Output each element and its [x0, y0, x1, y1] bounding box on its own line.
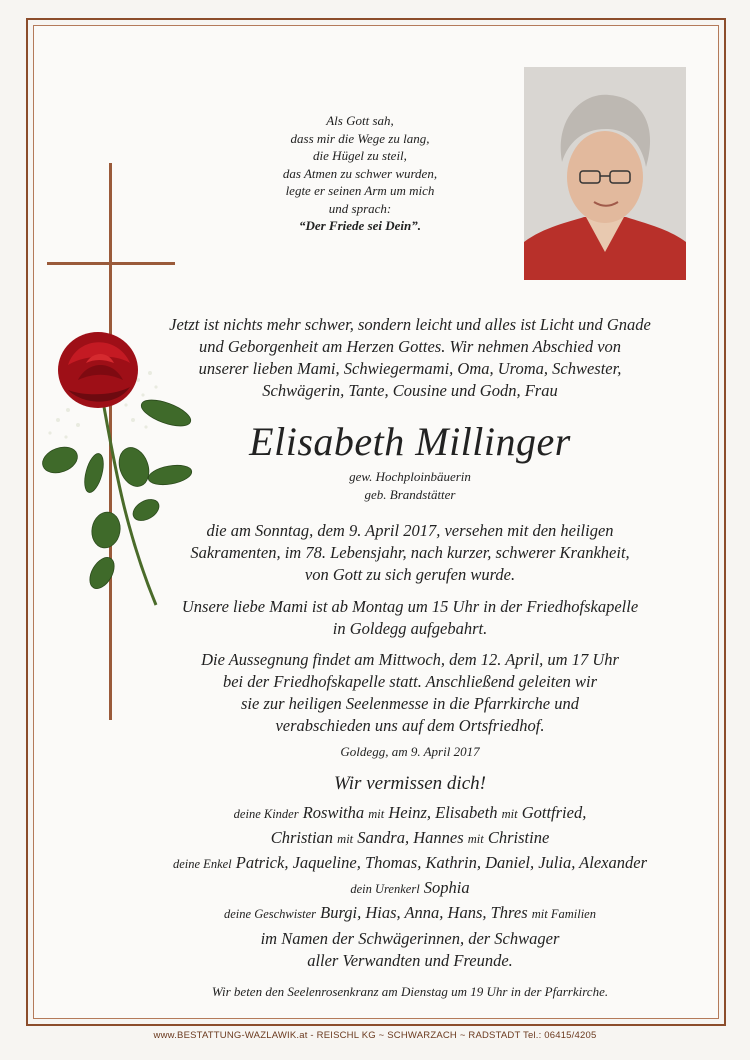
- death-notice: [110, 520, 710, 586]
- deceased-subtitle-1: gew. Hochploinbäuerin: [349, 469, 471, 484]
- partner-name: Christine: [487, 828, 550, 847]
- poem-line: die Hügel zu steil,: [313, 148, 407, 163]
- partner-name: Gottfried,: [521, 803, 587, 822]
- intro-line: unserer lieben Mami, Schwiegermami, Oma, Uroma, Schwester,: [198, 359, 622, 378]
- great-grandchild-line: [110, 876, 710, 901]
- intro-text: [110, 314, 710, 402]
- poem-line: das Atmen zu schwer wurden,: [282, 165, 438, 181]
- siblings-label: deine Geschwister: [224, 907, 316, 921]
- children-label: deine Kinder: [233, 807, 299, 821]
- intro-line: und Geborgenheit am Herzen Gottes. Wir nehmen Abschied von: [198, 337, 622, 356]
- children-line-1: [110, 801, 710, 826]
- family-list: [110, 801, 710, 926]
- children-line-2: [110, 826, 710, 851]
- siblings-names: Burgi, Hias, Anna, Hans, Thres: [320, 903, 528, 922]
- poem-line: dass mir die Wege zu lang,: [290, 130, 430, 146]
- death-line: Sakramenten, im 78. Lebensjahr, nach kurzer, schwerer Krankheit,: [190, 543, 630, 562]
- child-name: Roswitha: [302, 803, 365, 822]
- siblings-line: [110, 901, 710, 926]
- siblings-suffix: mit Familien: [531, 907, 596, 921]
- names-of-line: aller Verwandten und Freunde.: [307, 951, 513, 970]
- child-name: Elisabeth: [435, 803, 498, 822]
- viewing-line: in Goldegg aufgebahrt.: [332, 619, 488, 638]
- grandchildren-names: Patrick, Jaqueline, Thomas, Kathrin, Daniel, Julia, Alexander: [235, 853, 647, 872]
- viewing-line: Unsere liebe Mami ist ab Montag um 15 Uhr in der Friedhofskapelle: [181, 597, 639, 616]
- service-line: bei der Friedhofskapelle statt. Anschließend geleiten wir: [222, 672, 598, 691]
- service-notice: [110, 649, 710, 737]
- rosary-notice: Wir beten den Seelenrosenkranz am Dienstag um 19 Uhr in der Pfarrkirche.: [211, 984, 609, 999]
- portrait-image: [524, 67, 686, 280]
- place-date: Goldegg, am 9. April 2017: [340, 744, 480, 759]
- deceased-subtitle-2: geb. Brandstätter: [364, 487, 456, 502]
- portrait-photo: [524, 67, 686, 280]
- poem-closing: “Der Friede sei Dein”.: [298, 218, 422, 233]
- intro-line: Jetzt ist nichts mehr schwer, sondern leicht und alles ist Licht und Gnade: [169, 315, 651, 334]
- viewing-notice: [110, 596, 710, 640]
- service-line: sie zur heiligen Seelenmesse in die Pfarrkirche und: [240, 694, 580, 713]
- partner-name: Heinz,: [388, 803, 432, 822]
- connector: mit: [501, 807, 518, 821]
- great-grandchild-name: Sophia: [423, 878, 470, 897]
- miss-you-heading: Wir vermissen dich!: [334, 773, 486, 794]
- connector: mit: [337, 832, 354, 846]
- poem-line: legte er seinen Arm um mich: [285, 183, 435, 198]
- child-name: Christian: [270, 828, 334, 847]
- poem-line: Als Gott sah,: [326, 113, 394, 128]
- death-line: die am Sonntag, dem 9. April 2017, versehen mit den heiligen: [206, 521, 614, 540]
- names-of-relatives: [110, 928, 710, 972]
- partner-name: Sandra,: [357, 828, 410, 847]
- names-of-line: im Namen der Schwägerinnen, der Schwager: [260, 929, 560, 948]
- deceased-name: Elisabeth Millinger: [249, 419, 571, 464]
- poem: [230, 112, 490, 235]
- service-line: verabschieden uns auf dem Ortsfriedhof.: [275, 716, 545, 735]
- connector: mit: [467, 832, 484, 846]
- connector: mit: [368, 807, 385, 821]
- intro-line: Schwägerin, Tante, Cousine und Godn, Frau: [262, 381, 558, 400]
- service-line: Die Aussegnung findet am Mittwoch, dem 12. April, um 17 Uhr: [201, 650, 619, 669]
- death-line: von Gott zu sich gerufen wurde.: [304, 565, 516, 584]
- grandchildren-label: deine Enkel: [172, 857, 232, 871]
- child-name: Hannes: [413, 828, 464, 847]
- poem-line: und sprach:: [328, 200, 392, 216]
- cross-horizontal-bar: [47, 262, 175, 265]
- great-grandchild-label: dein Urenkerl: [350, 882, 420, 896]
- grandchildren-line: [110, 851, 710, 876]
- footer-contact: www.BESTATTUNG-WAZLAWIK.at - REISCHL KG ~ SCHWARZACH ~ RADSTADT Tel.: 06415/4205: [153, 1030, 597, 1041]
